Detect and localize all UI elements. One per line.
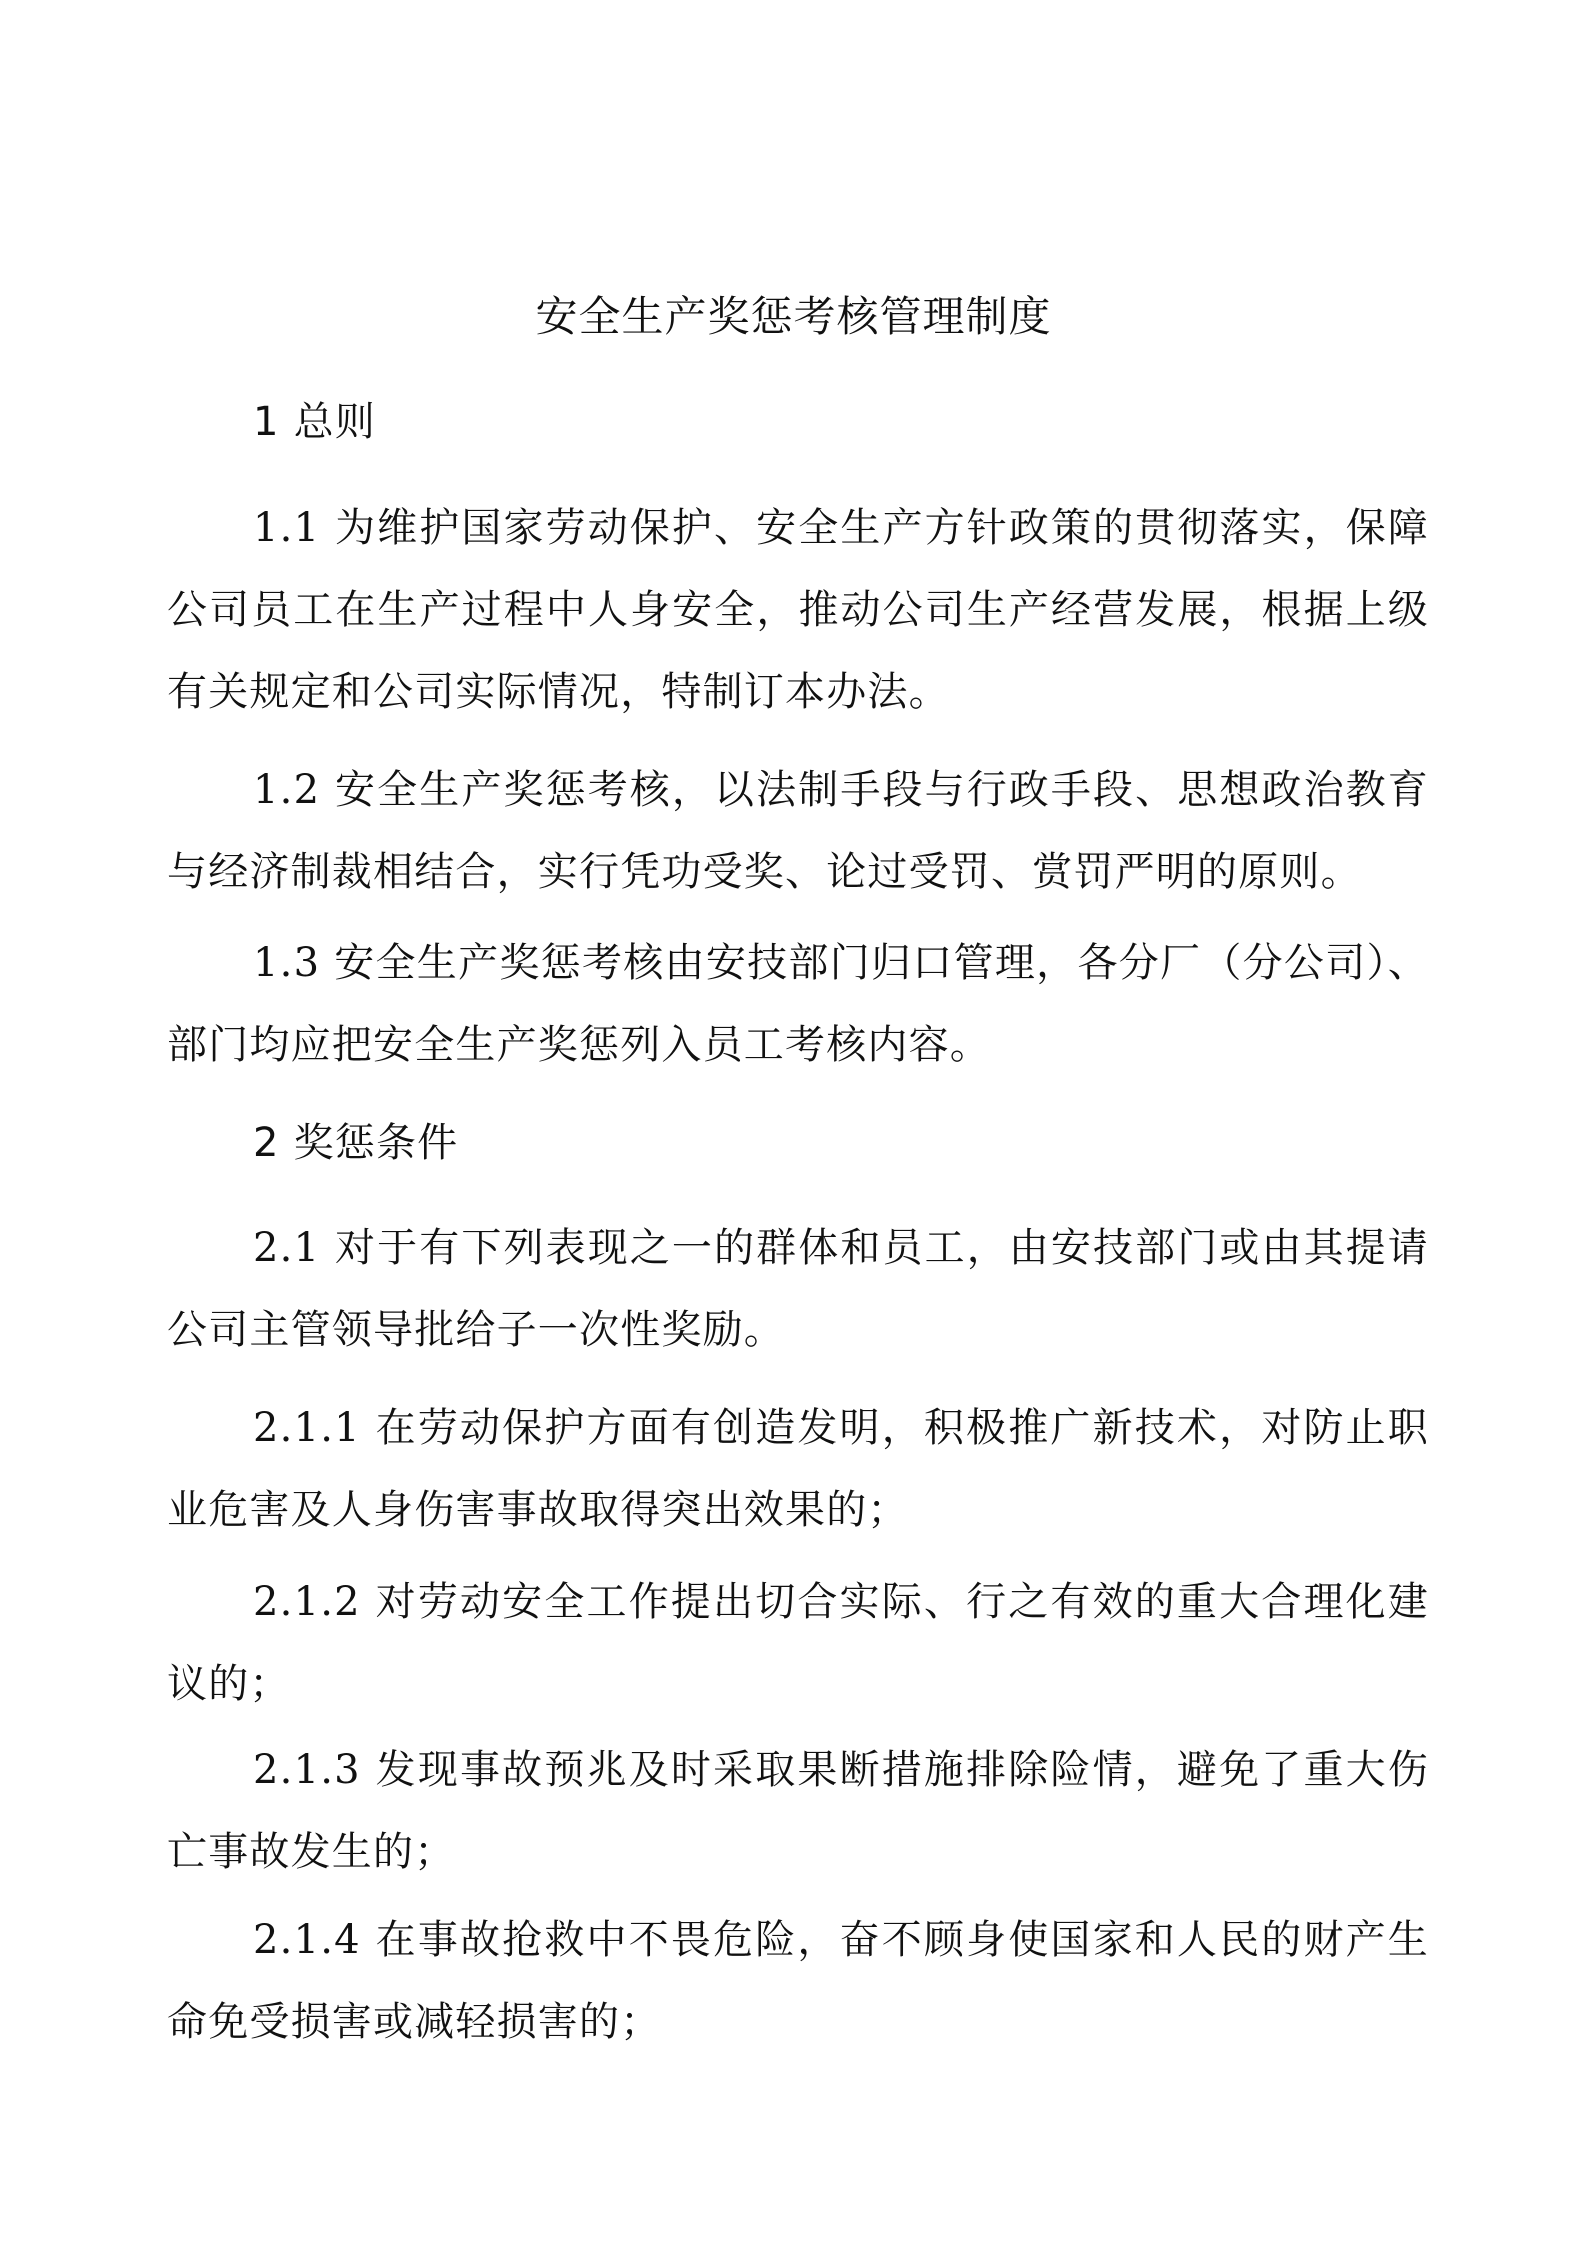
paragraph-line: 议的； — [167, 1661, 291, 1707]
paragraph-line: 亡事故发生的； — [167, 1829, 456, 1875]
paragraph-line: 2.1.2 对劳动安全工作提出切合实际、行之有效的重大合理化建 — [253, 1579, 1429, 1625]
paragraph-line: 公司主管领导批给子一次性奖励。 — [167, 1307, 785, 1353]
paragraph-line: 1.2 安全生产奖惩考核，以法制手段与行政手段、思想政治教育 — [253, 767, 1429, 813]
paragraph-line: 2.1 对于有下列表现之一的群体和员工，由安技部门或由其提请 — [253, 1225, 1429, 1271]
paragraph-line: 2.1.1 在劳动保护方面有创造发明，积极推广新技术，对防止职 — [253, 1405, 1429, 1451]
paragraph-line: 2.1.4 在事故抢救中不畏危险，奋不顾身使国家和人民的财产生 — [253, 1917, 1429, 1963]
paragraph-line: 公司员工在生产过程中人身安全，推动公司生产经营发展，根据上级 — [167, 587, 1429, 633]
paragraph-line: 有关规定和公司实际情况，特制订本办法。 — [167, 669, 950, 715]
document-title: 安全生产奖惩考核管理制度 — [535, 292, 1052, 341]
paragraph-line: 与经济制裁相结合，实行凭功受奖、论过受罚、赏罚严明的原则。 — [167, 849, 1362, 895]
section-heading: 2 奖惩条件 — [253, 1120, 459, 1166]
paragraph-line: 业危害及人身伤害事故取得突出效果的； — [167, 1487, 909, 1533]
section-heading: 1 总则 — [253, 399, 376, 445]
paragraph-line: 2.1.3 发现事故预兆及时采取果断措施排除险情，避免了重大伤 — [253, 1747, 1429, 1793]
paragraph-line: 部门均应把安全生产奖惩列入员工考核内容。 — [167, 1022, 991, 1068]
paragraph-line: 命免受损害或减轻损害的； — [167, 1999, 662, 2045]
paragraph-line: 1.3 安全生产奖惩考核由安技部门归口管理，各分厂（分公司）、 — [253, 940, 1429, 986]
paragraph-line: 1.1 为维护国家劳动保护、安全生产方针政策的贯彻落实，保障 — [253, 505, 1429, 551]
